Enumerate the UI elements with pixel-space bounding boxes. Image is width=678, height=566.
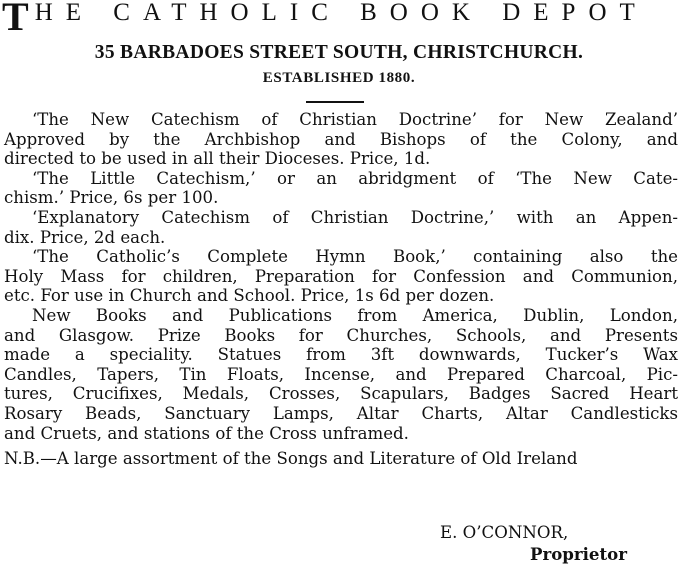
body-line: ‘The Catholic’s Complete Hymn Book,’ containing also the	[32, 247, 678, 267]
body-line: and Glasgow. Prize Books for Churches, Schools, and Presents	[4, 325, 678, 345]
signature-title: Proprietor	[530, 544, 627, 564]
page-title	[2, 0, 678, 39]
body-line: Candles, Tapers, Tin Floats, Incense, and Prepared Charcoal, Pic-	[4, 364, 678, 384]
established-line: ESTABLISHED 1880.	[262, 70, 416, 86]
body-line: Rosary Beads, Sanctuary Lamps, Altar Charts, Altar Candlesticks	[4, 403, 678, 423]
body-line: tures, Crucifixes, Medals, Crosses, Scapulars, Badges Sacred Heart	[4, 384, 678, 404]
body-line: dix. Price, 2d each.	[4, 227, 166, 247]
body-line: ‘The Little Catechism,’ or an abridgment of ‘The New Cate-	[32, 168, 678, 188]
body-line: made a speciality. Statues from 3ft downwards, Tucker’s Wax	[4, 345, 678, 365]
body-line: directed to be used in all their Dioceses. Price, 1d.	[4, 149, 431, 169]
title-initial-capital: T	[2, 0, 35, 39]
body-line: Approved by the Archbishop and Bishops of the Colony, and	[4, 129, 678, 149]
address-line: 35 BARBADOES STREET SOUTH, CHRISTCHURCH.	[94, 42, 584, 63]
body-line: chism.’ Price, 6s per 100.	[4, 188, 219, 208]
nb-note: N.B.—A large assortment of the Songs and Literature of Old Ireland	[4, 449, 578, 469]
body-line: ‘The New Catechism of Christian Doctrine’ for New Zealand’	[32, 110, 678, 129]
body-line: etc. For use in Church and School. Price, 1s 6d per dozen.	[4, 286, 495, 306]
title-text: HE CATHOLIC BOOK DEPOT	[34, 0, 648, 26]
body-line: and Cruets, and stations of the Cross unframed.	[4, 423, 409, 443]
body-line: Holy Mass for children, Preparation for Confession and Communion,	[4, 266, 678, 286]
body-line: ‘Explanatory Catechism of Christian Doctrine,’ with an Appen-	[32, 207, 678, 227]
signature-name: E. O’CONNOR,	[440, 523, 569, 542]
divider-rule	[306, 101, 364, 103]
body-line: New Books and Publications from America, Dublin, London,	[32, 305, 678, 325]
catalogue-body	[4, 110, 678, 469]
